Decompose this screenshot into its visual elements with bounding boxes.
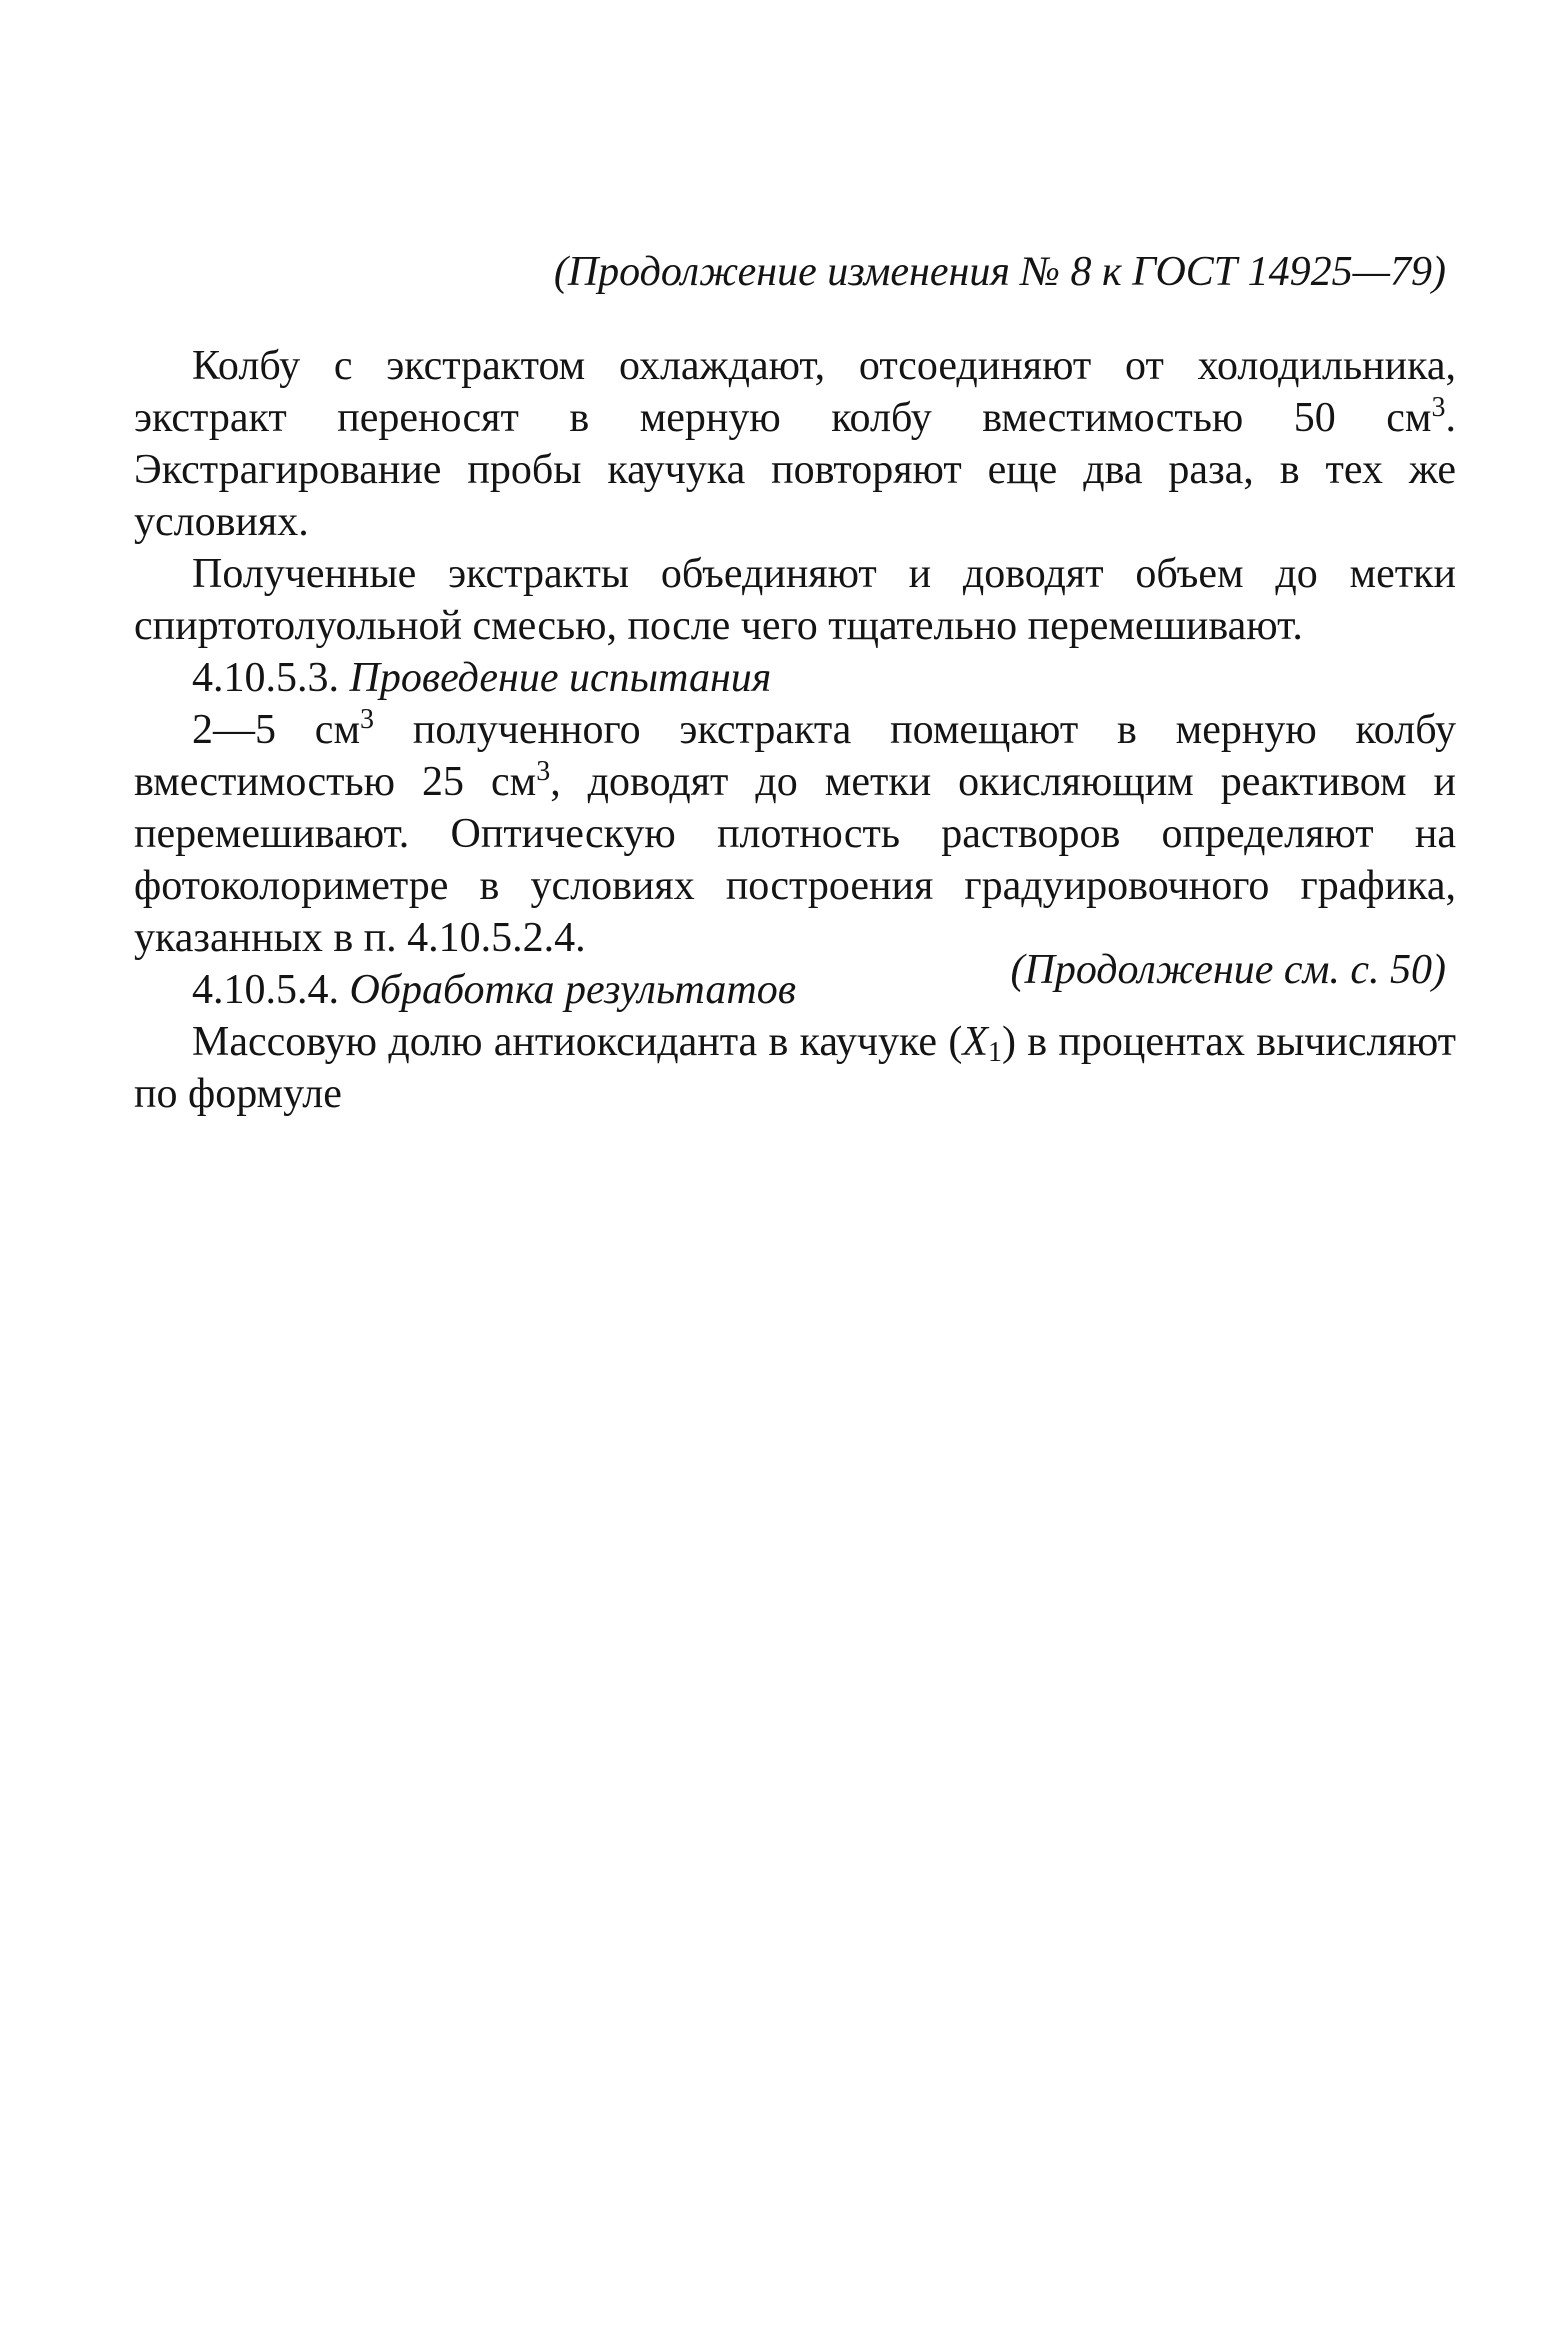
paragraph-text: 2—5 см xyxy=(192,707,361,753)
superscript: 3 xyxy=(360,704,375,735)
variable-subscript: 1 xyxy=(987,1037,1002,1068)
paragraph-mass-fraction xyxy=(134,1016,1456,1120)
continuation-header: (Продолжение изменения № 8 к ГОСТ 14925—79) xyxy=(553,249,1446,295)
paragraph-text: ) в процентах вычисляют по формуле xyxy=(134,1019,1456,1117)
subsection-title: Проведение испытания xyxy=(349,655,772,701)
continuation-footer: (Продолжение см. с. 50) xyxy=(1010,947,1446,993)
paragraph-test-procedure xyxy=(134,704,1456,964)
superscript: 3 xyxy=(536,756,551,787)
subsection-heading-test xyxy=(134,652,1456,704)
variable-x: X xyxy=(962,1019,988,1065)
paragraph-text: Массовую долю антиоксиданта в каучуке ( xyxy=(192,1019,963,1065)
paragraph-text: Колбу с экстрактом охлаждают, отсоединяют от холодильника, экстракт переносят в мерную колбу вместимостью 50 см xyxy=(134,343,1456,441)
subsection-number: 4.10.5.4. xyxy=(192,967,339,1013)
paragraph-text: , доводят до метки окисляющим реактивом и перемешивают. Оптическую плотность растворов определяют на фотоколориметре в условиях построения градуировочного графика, указанных в п. 4.10.5.2.4. xyxy=(134,759,1456,961)
paragraph-text: полученного экстракта помещают в мерную колбу вместимостью 25 см xyxy=(134,707,1456,805)
subsection-number: 4.10.5.3. xyxy=(192,655,339,701)
superscript: 3 xyxy=(1431,392,1446,423)
subsection-title: Обработка результатов xyxy=(349,967,796,1013)
paragraph-extract-combining: Полученные экстракты объединяют и доводят объем до метки спиртотолуольной смесью, после чего тщательно перемешивают. xyxy=(134,551,1456,649)
document-body xyxy=(134,340,1456,1120)
paragraph-extract-cooling xyxy=(134,340,1456,548)
paragraph-text: . Экстрагирование пробы каучука повторяют еще два раза, в тех же условиях. xyxy=(134,395,1456,545)
